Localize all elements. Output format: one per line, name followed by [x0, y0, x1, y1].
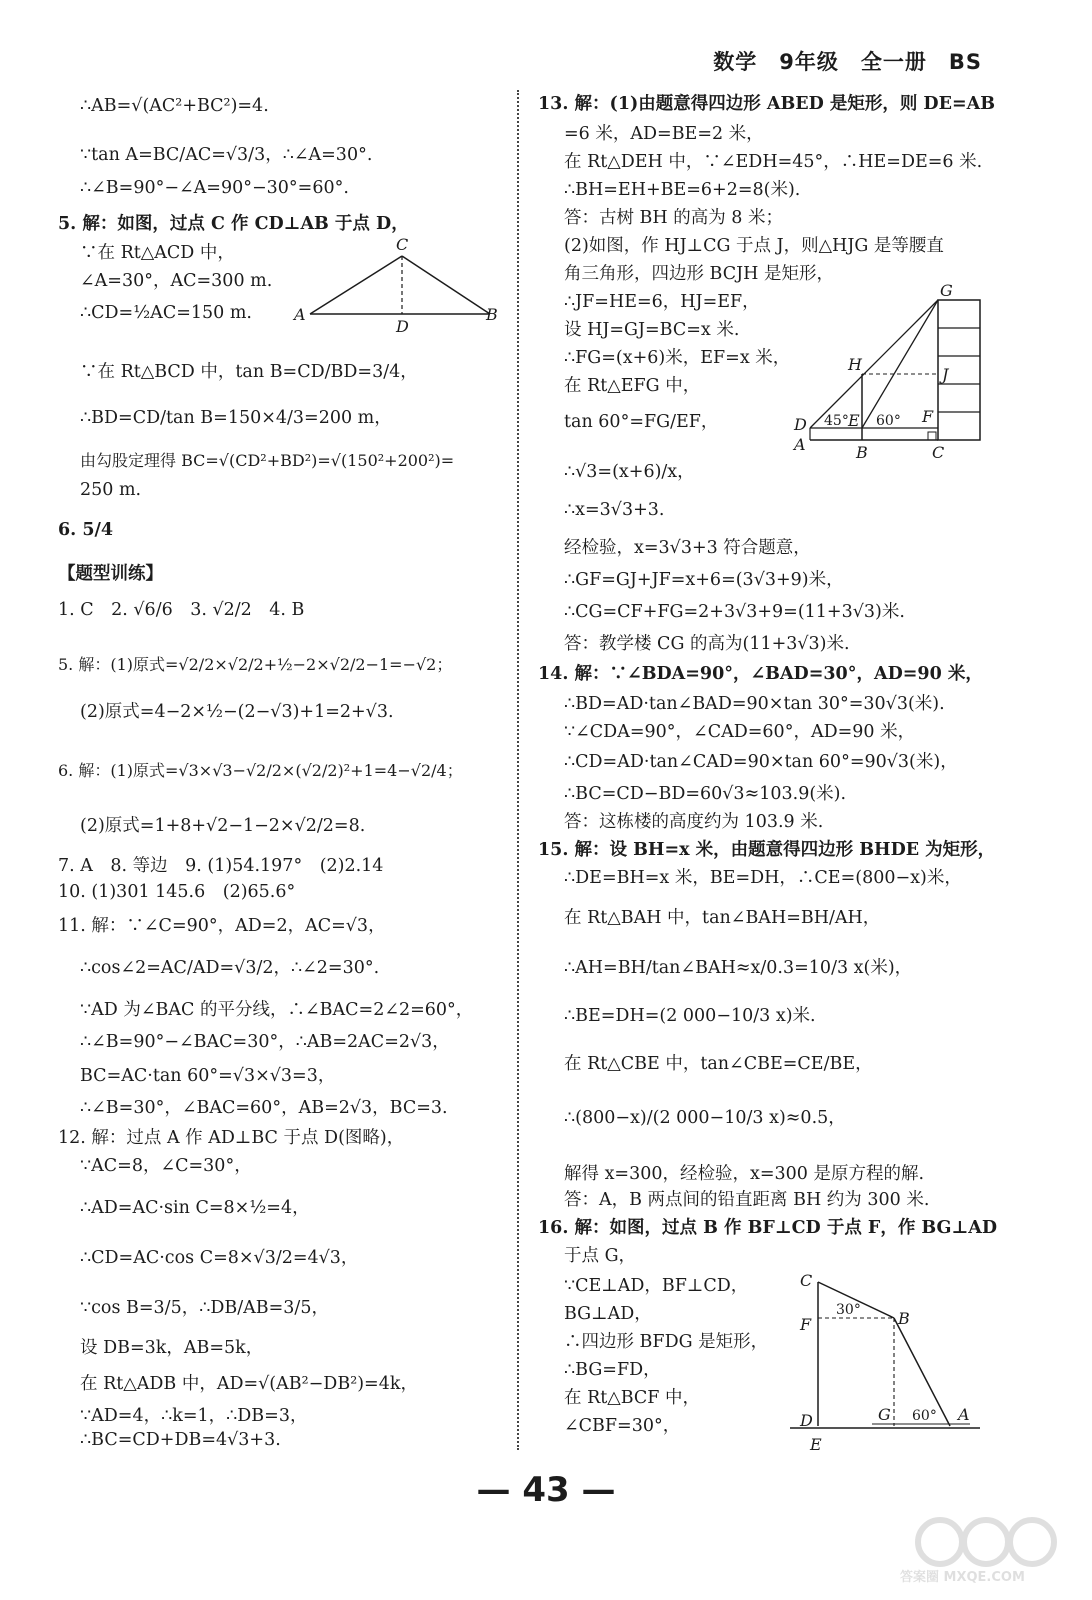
text-line: 在 Rt△CBE 中，tan∠CBE=CE/BE，	[564, 1054, 873, 1074]
answers-line: 1. C 2. √6/6 3. √2/2 4. B	[58, 600, 305, 620]
label-g: G	[878, 1405, 891, 1424]
text-line: 在 Rt△DEH 中，∵∠EDH=45°，∴HE=DE=6 米.	[564, 152, 983, 172]
label-a: A	[294, 305, 306, 324]
label-f: F	[922, 407, 934, 426]
text-line: (2)如图，作 HJ⊥CG 于点 J，则△HJG 是等腰直	[564, 236, 944, 256]
text-line: =6 米，AD=BE=2 米，	[564, 124, 764, 144]
text-line: 解得 x=300，经检验，x=300 是原方程的解.	[564, 1164, 925, 1184]
problem-15-header: 15. 解：设 BH=x 米，由题意得四边形 BHDE 为矩形，	[538, 840, 996, 860]
text-line: 12. 解：过点 A 作 AD⊥BC 于点 D(图略)，	[58, 1128, 405, 1148]
text-line: 经检验，x=3√3+3 符合题意，	[564, 538, 811, 558]
figure-slope	[790, 1266, 990, 1456]
text-line: 在 Rt△EFG 中，	[564, 376, 701, 396]
text-line: ∵在 Rt△BCD 中，tan B=CD/BD=3/4，	[80, 362, 418, 382]
text-line: (2)原式=1+8+√2−1−2×√2/2=8.	[80, 816, 366, 836]
label-b: B	[898, 1309, 910, 1328]
text-line: 5. 解：(1)原式=√2/2×√2/2+½−2×√2/2−1=−√2；	[58, 655, 453, 674]
text-line: ∵在 Rt△ACD 中，	[80, 243, 235, 263]
text-line: 答：这栋楼的高度约为 103.9 米.	[564, 812, 824, 832]
text-line: ∠A=30°，AC=300 m.	[80, 271, 273, 291]
text-line: ∵tan A=BC/AC=√3/3，∴∠A=30°.	[80, 145, 373, 165]
text-line: ∴四边形 BFDG 是矩形，	[564, 1332, 769, 1352]
label-a: A	[794, 435, 806, 454]
label-f: F	[800, 1315, 812, 1334]
answers-line: 7. A 8. 等边 9. (1)54.197° (2)2.14	[58, 856, 384, 876]
text-line: 250 m.	[80, 480, 142, 500]
problem-14-header: 14. 解：∵∠BDA=90°，∠BAD=30°，AD=90 米，	[538, 664, 983, 684]
text-line: tan 60°=FG/EF，	[564, 412, 719, 432]
label-g: G	[940, 282, 953, 300]
text-line: ∴∠B=90°−∠A=90°−30°=60°.	[80, 178, 349, 198]
text-line: ∴BC=CD−BD=60√3≈103.9(米).	[564, 784, 847, 804]
text-line: ∴BC=CD+DB=4√3+3.	[80, 1430, 281, 1450]
label-d: D	[794, 415, 807, 434]
text-line: 设 HJ=GJ=BC=x 米.	[564, 320, 740, 340]
angle-60: 60°	[912, 1408, 937, 1424]
problem-5-header: 5. 解：如图，过点 C 作 CD⊥AB 于点 D，	[58, 214, 409, 234]
problem-6-answer: 6. 5/4	[58, 520, 114, 540]
text-line: 答：古树 BH 的高为 8 米；	[564, 208, 784, 228]
text-line: ∴∠B=30°，∠BAC=60°，AB=2√3，BC=3.	[80, 1098, 448, 1118]
label-b: B	[856, 443, 868, 462]
label-j: J	[942, 365, 949, 384]
text-line: 角三角形，四边形 BCJH 是矩形，	[564, 264, 834, 284]
text-line: 设 DB=3k，AB=5k，	[80, 1338, 264, 1358]
label-a: A	[958, 1405, 970, 1424]
text-line: ∴BD=AD·tan∠BAD=90×tan 30°=30√3(米).	[564, 694, 945, 714]
angle-30: 30°	[836, 1302, 861, 1318]
text-line: ∴JF=HE=6，HJ=EF，	[564, 292, 760, 312]
label-c: C	[396, 235, 409, 254]
text-line: ∴CG=CF+FG=2+3√3+9=(11+3√3)米.	[564, 602, 905, 622]
text-line: ∴AB=√(AC²+BC²)=4.	[80, 96, 269, 116]
text-line: ∵∠CDA=90°，∠CAD=60°，AD=90 米，	[564, 722, 916, 742]
text-line: ∴BE=DH=(2 000−10/3 x)米.	[564, 1006, 816, 1026]
problem-16-header: 16. 解：如图，过点 B 作 BF⊥CD 于点 F，作 BG⊥AD	[538, 1218, 998, 1238]
text-line: ∴(800−x)/(2 000−10/3 x)≈0.5，	[564, 1108, 846, 1128]
text-line: BG⊥AD，	[564, 1304, 652, 1324]
text-line: ∴DE=BH=x 米，BE=DH，∴CE=(800−x)米，	[564, 868, 962, 888]
text-line: ∴BD=CD/tan B=150×4/3=200 m，	[80, 408, 392, 428]
answers-line: 10. (1)301 145.6 (2)65.6°	[58, 882, 296, 902]
text-line: ∴AD=AC·sin C=8×½=4，	[80, 1198, 310, 1218]
text-line: ∴∠B=90°−∠BAC=30°，∴AB=2AC=2√3，	[80, 1032, 450, 1052]
text-line: ∵AD 为∠BAC 的平分线，∴∠BAC=2∠2=60°，	[80, 1000, 474, 1020]
text-line: 于点 G，	[564, 1246, 637, 1266]
text-line: ∴CD=AC·cos C=8×√3/2=4√3，	[80, 1248, 359, 1268]
watermark	[900, 1510, 1070, 1585]
text-line: ∴GF=GJ+JF=x+6=(3√3+9)米，	[564, 570, 844, 590]
text-line: ∵CE⊥AD，BF⊥CD，	[564, 1276, 749, 1296]
label-d: D	[800, 1411, 813, 1430]
text-line: 答：教学楼 CG 的高为(11+3√3)米.	[564, 634, 850, 654]
label-h: H	[848, 355, 862, 374]
label-c: C	[932, 443, 945, 462]
page-number: — 43 —	[476, 1470, 616, 1510]
figure-building-tree	[790, 282, 990, 462]
text-line: ∴cos∠2=AC/AD=√3/2，∴∠2=30°.	[80, 958, 380, 978]
text-line: ∠CBF=30°，	[564, 1416, 681, 1436]
problem-13-header: 13. 解：(1)由题意得四边形 ABED 是矩形，则 DE=AB	[538, 94, 995, 114]
text-line: (2)原式=4−2×½−(2−√3)+1=2+√3.	[80, 702, 394, 722]
text-line: 6. 解：(1)原式=√3×√3−√2/2×(√2/2)²+1=4−√2/4；	[58, 761, 463, 780]
text-line: BC=AC·tan 60°=√3×√3=3，	[80, 1066, 336, 1086]
text-line: 在 Rt△ADB 中，AD=√(AB²−DB²)=4k，	[80, 1374, 418, 1394]
angle-60: 60°	[876, 413, 901, 429]
text-line: ∵cos B=3/5，∴DB/AB=3/5，	[80, 1298, 329, 1318]
label-e: E	[848, 411, 860, 430]
text-line: ∵AC=8，∠C=30°，	[80, 1156, 252, 1176]
text-line: ∴FG=(x+6)米，EF=x 米，	[564, 348, 791, 368]
text-line: ∴CD=AD·tan∠CAD=90×tan 60°=90√3(米)，	[564, 752, 958, 772]
label-c: C	[800, 1271, 813, 1290]
text-line: 由勾股定理得 BC=√(CD²+BD²)=√(150²+200²)=	[80, 451, 455, 470]
text-line: 在 Rt△BAH 中，tan∠BAH=BH/AH，	[564, 908, 881, 928]
figure-triangle-abc	[290, 232, 505, 337]
text-line: ∴AH=BH/tan∠BAH≈x/0.3=10/3 x(米)，	[564, 958, 913, 978]
text-line: 答：A，B 两点间的铅直距离 BH 约为 300 米.	[564, 1190, 930, 1210]
text-line: ∴x=3√3+3.	[564, 500, 665, 520]
text-line: 11. 解：∵∠C=90°，AD=2，AC=√3，	[58, 916, 386, 936]
text-line: ∴CD=½AC=150 m.	[80, 303, 252, 323]
text-line: ∴√3=(x+6)/x，	[564, 462, 695, 482]
column-divider	[517, 90, 519, 1450]
page-header: 数学 9年级 全一册 BS	[713, 50, 982, 74]
watermark-text: 答案圈 MXQE.COM	[900, 1570, 1025, 1585]
text-line: ∵AD=4，∴k=1，∴DB=3，	[80, 1406, 308, 1426]
label-e: E	[810, 1435, 822, 1454]
angle-45: 45°	[824, 413, 849, 429]
label-d: D	[396, 317, 409, 336]
text-line: ∴BH=EH+BE=6+2=8(米).	[564, 180, 801, 200]
label-b: B	[486, 305, 498, 324]
text-line: 在 Rt△BCF 中，	[564, 1388, 701, 1408]
text-line: ∴BG=FD，	[564, 1360, 661, 1380]
section-title: 【题型训练】	[58, 564, 163, 584]
